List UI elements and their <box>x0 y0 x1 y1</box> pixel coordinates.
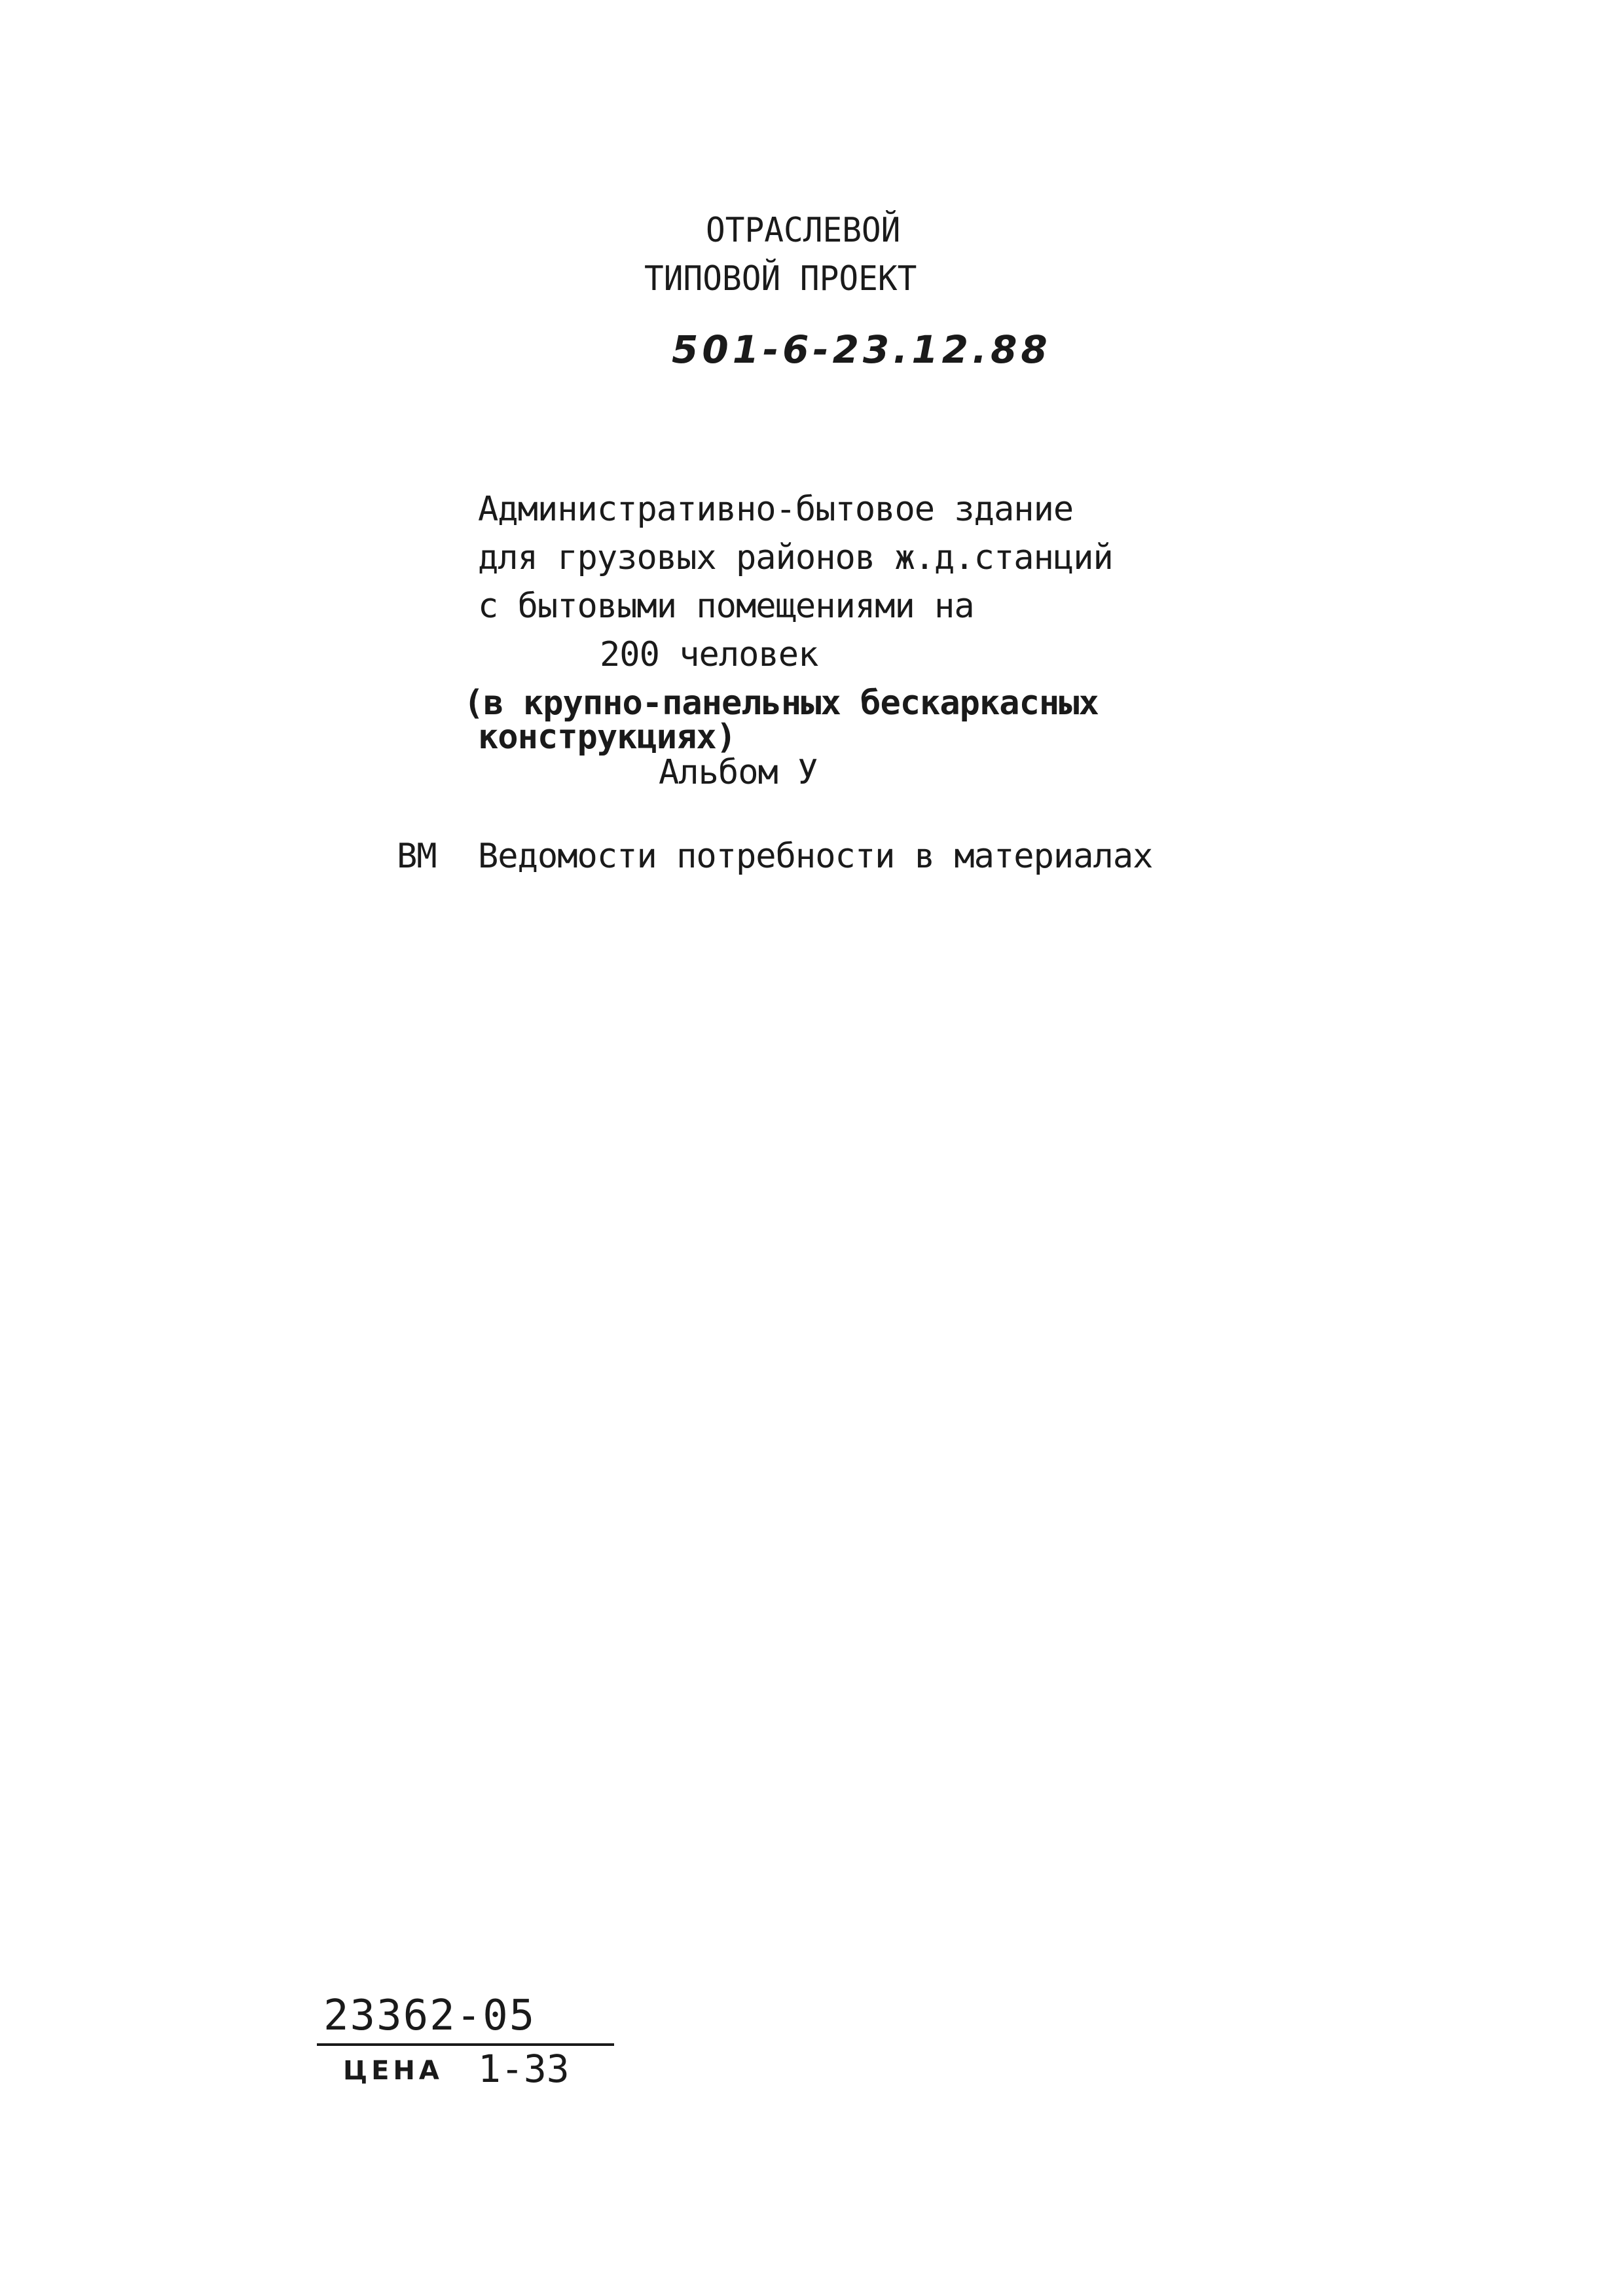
description-line-1: Административно-бытовое здание <box>478 490 1074 529</box>
description-line-2: для грузовых районов ж.д.станций <box>478 538 1113 577</box>
description-line-3: с бытовыми помещениями на <box>478 587 974 626</box>
description-line-6: конструкциях) <box>478 718 736 757</box>
section-title: Ведомости потребности в материалах <box>478 837 1153 876</box>
price-label: ЦЕНА <box>343 2056 443 2086</box>
section-code: ВМ <box>397 837 437 876</box>
header-line-2: ТИПОВОЙ ПРОЕКТ <box>644 259 917 299</box>
price-value: 1-33 <box>478 2047 570 2091</box>
project-code: 501-6-23.12.88 <box>672 327 1051 372</box>
description-line-4: 200 человек <box>600 635 818 674</box>
album-label: Альбом У <box>659 753 818 792</box>
description-line-5: (в крупно-панельных бескаркасных <box>464 683 1099 723</box>
header-line-1: ОТРАСЛЕВОЙ <box>706 211 901 250</box>
stamp-underline <box>317 2043 614 2046</box>
stamp-number: 23362-05 <box>323 1992 536 2040</box>
